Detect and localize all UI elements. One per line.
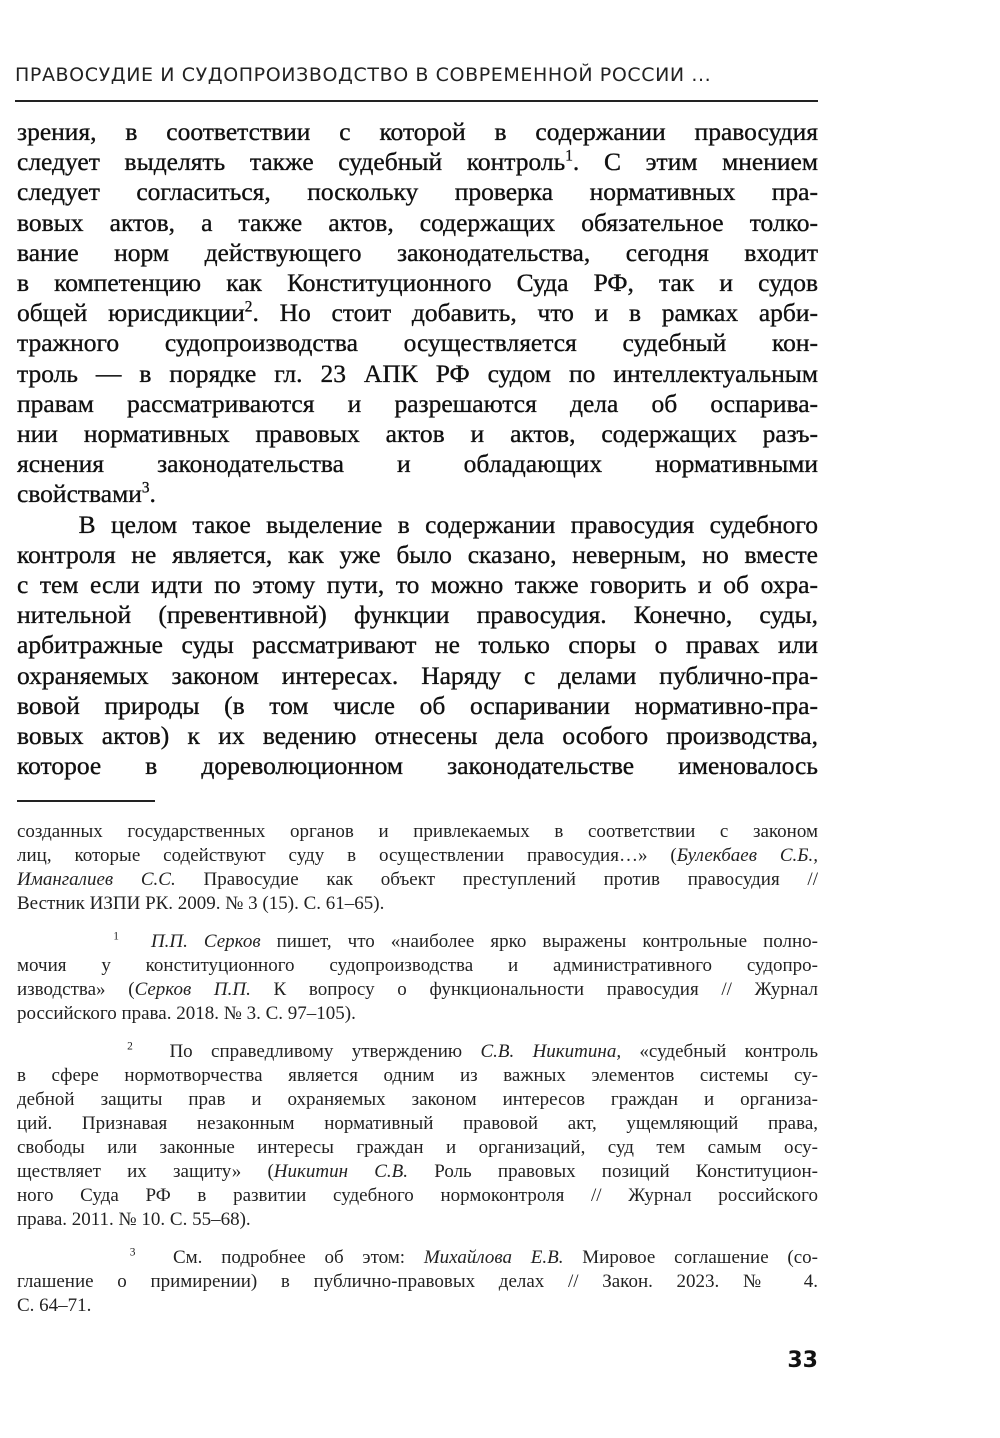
text-line: с тем если идти по этому пути, то можно также говорить и об охра-	[17, 570, 818, 599]
footnote-ref: 3	[129, 1246, 136, 1259]
text-line: зрения, в соответствии с которой в содержании правосудия	[17, 117, 818, 146]
footnote-line: изводства» (Серков П.П. К вопросу о функциональности правосудия // Журнал	[17, 979, 819, 1000]
footnote-line: Вестник ИЗПИ РК. 2009. № 3 (15). С. 61–65).	[17, 893, 385, 914]
text-line: В целом такое выделение в содержании правосудия судебного	[17, 509, 818, 539]
italic-author: П.П. Серков	[150, 931, 261, 952]
text-line: вание норм действующего законодательства, сегодня входит	[17, 237, 818, 267]
italic-author: Михайлова Е.В.	[423, 1247, 564, 1268]
text-line: общей юрисдикции$^2$. Но стоит добавить, что и в рамках арби-	[17, 298, 818, 328]
text-line: нии нормативных правовых актов и актов, содержащих разъ-	[17, 419, 818, 448]
text-line: яснения законодательства и обладающих нормативными	[17, 449, 818, 479]
italic-author: Никитин С.В.	[273, 1161, 409, 1182]
footnote-line: $^3$ См. подробнее об этом: Михайлова Е.В. Мировое соглашение (со-	[129, 1246, 819, 1268]
header-rule	[15, 100, 818, 102]
text-line: контроля не является, как уже было сказано, неверным, но вместе	[17, 539, 818, 569]
italic-author: Серков П.П.	[134, 979, 251, 1000]
footnote-ref: 2	[127, 1040, 133, 1053]
text-line: вовых актов, а также актов, содержащих обязательное толко-	[17, 207, 818, 237]
footnote-line: глашение о примирении) в публично-правовых делах // Закон. 2023. № 4.	[17, 1271, 818, 1292]
footnote-line: $^2$ По справедливому утверждению С.В. Никитина, «судебный контроль	[127, 1040, 818, 1062]
text-line: следует выделять также судебный контроль$^1$. С этим мнением	[17, 147, 818, 177]
text-line: следует согласиться, поскольку проверка нормативных пра-	[17, 177, 818, 207]
footnote-line: $^1$ П.П. Серков пишет, что «наиболее ярко выражены контрольные полно-	[113, 930, 819, 952]
footnote-separator	[17, 800, 155, 802]
running-header: ПРАВОСУДИЕ И СУДОПРОИЗВОДСТВО В СОВРЕМЕННОЙ РОССИИ ...	[15, 64, 712, 86]
footnote-ref: 2	[244, 298, 253, 316]
text-line: арбитражные суды рассматривают не только споры о правах или	[17, 630, 818, 660]
footnote-ref: 1	[565, 147, 573, 165]
text-line: вовых актов) к их ведению отнесены дела особого производства,	[17, 721, 818, 750]
footnote-line: права. 2011. № 10. С. 55–68).	[17, 1209, 251, 1230]
text-line: вовой природы (в том числе об оспаривании нормативно-пра-	[17, 690, 818, 720]
footnote-line: в сфере нормотворчества является одним из важных элементов системы су-	[17, 1065, 818, 1086]
text-line: правам рассматриваются и разрешаются дела об оспарива-	[17, 388, 818, 418]
text-line: охраняемых законом интересах. Наряду с делами публично-пра-	[17, 660, 818, 690]
italic-author: Булекбаев С.Б.,	[676, 845, 818, 866]
footnote-line: Имангалиев С.С. Правосудие как объект преступлений против правосудия //	[17, 869, 818, 890]
footnote-line: С. 64–71.	[17, 1295, 92, 1316]
footnote-line: свободы или законные интересы граждан и организаций, суд тем самым осу-	[17, 1137, 818, 1158]
footnote-line: российского права. 2018. № 3. С. 97–105).	[17, 1003, 356, 1024]
footnote-line: лиц, которые содействуют суду в осуществлении правосудия…» (Булекбаев С.Б.,	[17, 845, 818, 866]
footnote-line: созданных государственных органов и привлекаемых в соответствии с законом	[17, 821, 818, 842]
text-line: в компетенцию как Конституционного Суда РФ, так и судов	[17, 268, 818, 297]
footnote-line: ций. Признавая незаконным нормативный правовой акт, ущемляющий права,	[17, 1113, 818, 1134]
footnote-line: дебной защиты прав и охраняемых законом интересов граждан и организа-	[17, 1089, 818, 1110]
text-line: нительной (превентивной) функции правосудия. Конечно, суды,	[17, 600, 818, 630]
footnote-line: мочия у конституционного судопроизводства и административного судопро-	[17, 955, 818, 976]
footnote-line: ществляет их защиту» (Никитин С.В. Роль правовых позиций Конституцион-	[17, 1161, 818, 1182]
text-line: свойствами$^3$.	[17, 479, 156, 509]
footnote-ref: 3	[141, 479, 150, 497]
italic-author: Имангалиев С.С.	[17, 869, 176, 890]
text-line: троль — в порядке гл. 23 АПК РФ судом по интеллектуальным	[17, 358, 818, 388]
italic-author: С.В. Никитина,	[480, 1041, 622, 1062]
page-number: 33	[787, 1348, 818, 1373]
footnote-line: ного Суда РФ в развитии судебного нормоконтроля // Журнал российского	[17, 1185, 818, 1206]
text-line: которое в дореволюционном законодательстве именовалось	[17, 751, 818, 781]
text-line: тражного судопроизводства осуществляется судебный кон-	[17, 328, 818, 358]
footnote-ref: 1	[113, 930, 119, 943]
